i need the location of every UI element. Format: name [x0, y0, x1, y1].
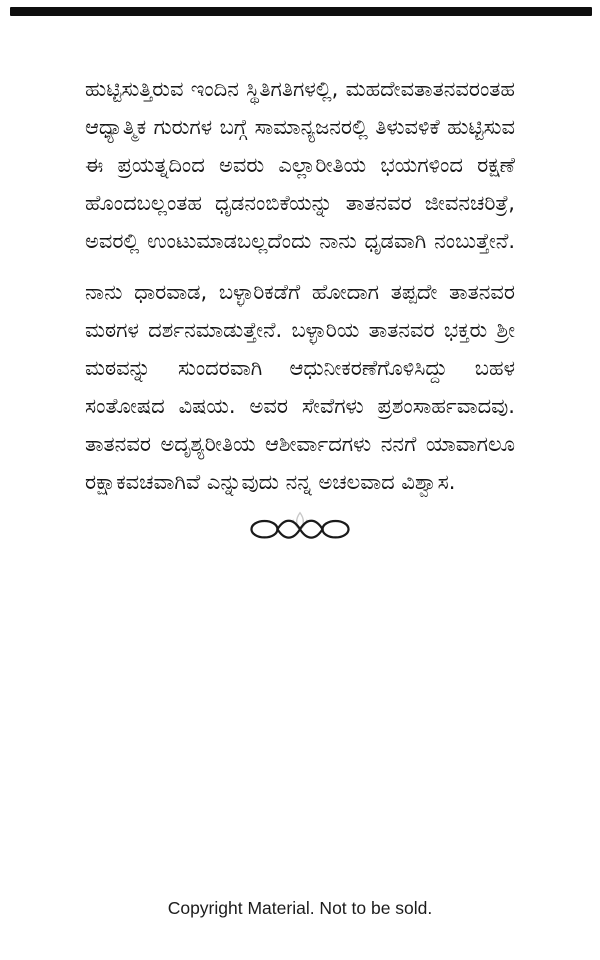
- word: ಈ: [85, 153, 104, 177]
- word: ಆಧ್ಯಾತ್ಮಿಕ: [85, 115, 147, 139]
- word: ಅವರ: [249, 394, 288, 418]
- word: ಸ್ಥಿತಿಗತಿಗಳಲ್ಲಿ,: [246, 77, 339, 101]
- section-divider-ornament: [248, 505, 352, 543]
- word: ಸೇವೆಗಳು: [301, 394, 364, 418]
- word: ನಂಬುತ್ತೇನೆ.: [434, 229, 515, 253]
- word: ಧೃಡವಾಗಿ: [364, 229, 427, 253]
- word: ಅವರಲ್ಲಿ: [85, 229, 140, 253]
- word: ಸುಂದರವಾಗಿ: [178, 356, 263, 380]
- paragraph: [85, 70, 515, 260]
- word: ಶ್ರೀ: [496, 318, 515, 342]
- word: ಭಯಗಳಿಂದ: [380, 153, 463, 177]
- word: ಧೃಡನಂಬಿಕೆಯನ್ನು: [214, 191, 333, 215]
- word: ಹೊಂದಬಲ್ಲಂತಹ: [85, 191, 202, 215]
- word: ಬಳ್ಳಾರಿಯ: [291, 318, 360, 342]
- word: ಇಂದಿನ: [190, 77, 239, 101]
- word: ಆಧುನೀಕರಣೆಗೊಳಿಸಿದ್ದು: [289, 356, 448, 380]
- text-line: [85, 311, 515, 349]
- page-text: [85, 70, 515, 514]
- text-line: [85, 146, 515, 184]
- word: ಭಕ್ತರು: [443, 318, 488, 342]
- text-line: [85, 70, 515, 108]
- word: ಎಲ್ಲಾರೀತಿಯ: [278, 153, 367, 177]
- text-line: [85, 108, 515, 146]
- word: ತಪ್ಪದೇ: [390, 280, 438, 304]
- paragraph: [85, 273, 515, 501]
- scan-artifact-bar: [10, 7, 592, 16]
- word: ರಕ್ಷಣೆ: [477, 153, 515, 177]
- word: ಪ್ರಶಂಸಾರ್ಹವಾದವು.: [377, 394, 515, 418]
- text-line: [85, 222, 515, 260]
- word: ವಿಷಯ.: [178, 394, 236, 418]
- word: ಸಾಮಾನ್ಯಜನರಲ್ಲಿ: [254, 115, 368, 139]
- text-line: [85, 425, 515, 463]
- word: ಗುರುಗಳ: [153, 115, 213, 139]
- word: ಅವರು: [219, 153, 265, 177]
- word: ಜೀವನಚರಿತ್ರೆ,: [424, 191, 515, 215]
- word: ಹುಟ್ಟಿಸುವ: [447, 115, 515, 139]
- word: ಹುಟ್ಟಿಸುತ್ತಿರುವ: [85, 77, 184, 101]
- word: ದರ್ಶನಮಾಡುತ್ತೇನೆ.: [148, 318, 283, 342]
- word: ನಾನು: [85, 280, 123, 304]
- word: ಮಹದೇವತಾತನವರಂತಹ: [345, 77, 515, 101]
- word: ತಾತನವರ: [368, 318, 435, 342]
- word: ಹೋದಾಗ: [311, 280, 380, 304]
- word: ತಾತನವರ: [85, 432, 151, 456]
- word: ಪ್ರಯತ್ನದಿಂದ: [117, 153, 205, 177]
- word: ಸಂತೋಷದ: [85, 394, 165, 418]
- word: ತಾತನವರ: [345, 191, 412, 215]
- word: ತಿಳುವಳಿಕೆ: [375, 115, 440, 139]
- text-line: [85, 349, 515, 387]
- word: ಬಹಳ: [474, 356, 515, 380]
- infinity-flourish-icon: [248, 505, 352, 543]
- word: ಆಶೀರ್ವಾದಗಳು: [265, 432, 372, 456]
- word: ತಾತನವರ: [449, 280, 515, 304]
- text-line: [85, 184, 515, 222]
- copyright-notice: Copyright Material. Not to be sold.: [167, 898, 433, 918]
- text-line: ರಕ್ಷಾಕವಚವಾಗಿವೆ ಎನ್ನುವುದು ನನ್ನ ಅಚಲವಾದ ವಿಶ್ವಾಸ.: [85, 470, 456, 494]
- word: ಅದೃಶ್ಯರೀತಿಯ: [160, 432, 256, 456]
- word: ಯಾವಾಗಲೂ: [425, 432, 515, 456]
- text-line: [85, 273, 515, 311]
- word: ಬಳ್ಳಾರಿಕಡೆಗೆ: [218, 280, 301, 304]
- word: ಮಠಗಳ: [85, 318, 139, 342]
- word: ಬಗ್ಗೆ: [219, 115, 248, 139]
- word: ಧಾರವಾಡ,: [134, 280, 208, 304]
- text-line: [85, 387, 515, 425]
- word: ಉಂಟುಮಾಡಬಲ್ಲದೆಂದು: [147, 229, 312, 253]
- word: ಮಠವನ್ನು: [85, 356, 151, 380]
- word: ನನಗೆ: [380, 432, 417, 456]
- word: ನಾನು: [319, 229, 357, 253]
